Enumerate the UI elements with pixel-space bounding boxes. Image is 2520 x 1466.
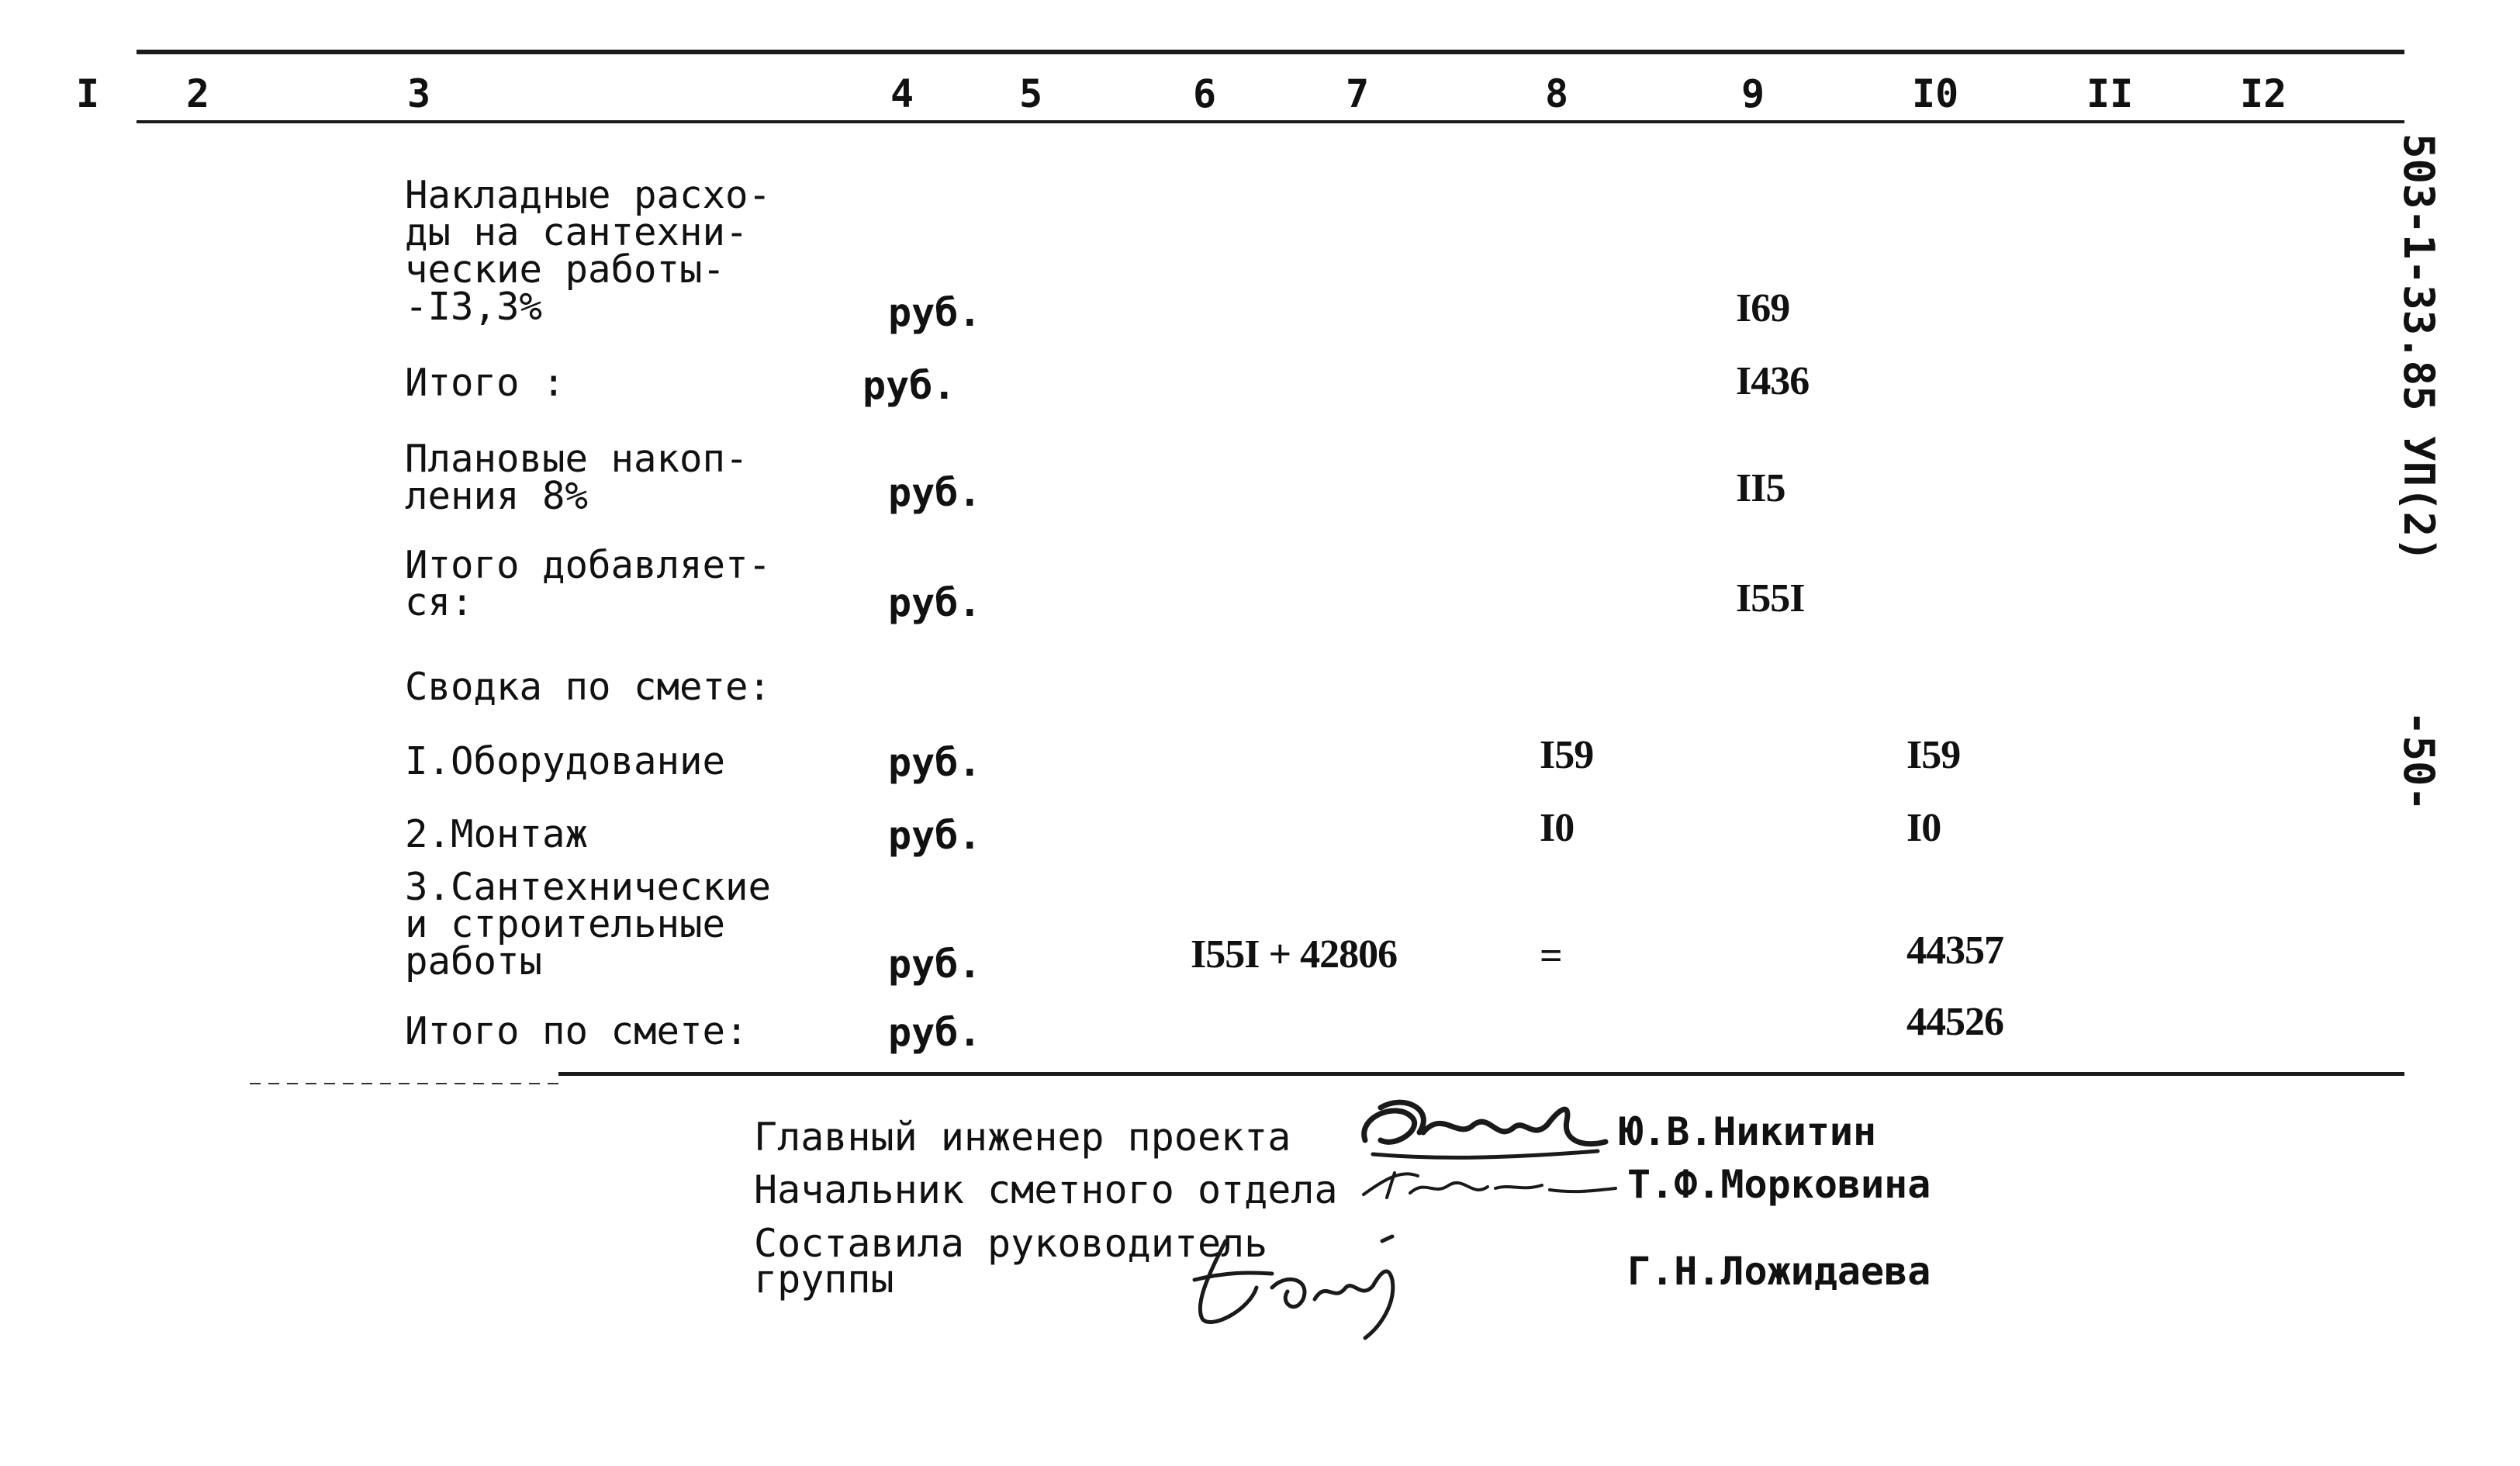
row-unit-added-total: руб. [888, 580, 982, 625]
summary-unit-installation: руб. [888, 813, 982, 858]
summary-unit-plumbing-construction: руб. [888, 942, 982, 987]
summary-plumbing-col10: 44357 [1906, 928, 2003, 973]
signature-name-group-lead: Г.Н.Ложидаева [1627, 1249, 1931, 1294]
column-header-3: 3 [407, 71, 431, 116]
column-header-11: II [2086, 71, 2134, 116]
header-rule [137, 120, 2404, 123]
handwritten-signature-1 [1350, 1086, 1613, 1171]
summary-total-col10: 44526 [1906, 1000, 2003, 1044]
summary-label-equipment: I.Оборудование [405, 739, 726, 783]
row-label-subtotal: Итого : [405, 361, 565, 405]
summary-label-total: Итого по смете: [405, 1009, 748, 1053]
column-header-5: 5 [1019, 71, 1043, 116]
summary-unit-total: руб. [888, 1010, 982, 1055]
row-value-overhead-col9: I69 [1736, 286, 1790, 330]
column-header-4: 4 [890, 71, 914, 116]
column-header-2: 2 [186, 71, 210, 116]
summary-plumbing-formula: I55I + 42806 [1191, 932, 1398, 977]
signature-role-group-lead: Составила руководитель группы [754, 1221, 1268, 1302]
summary-label-installation: 2.Монтаж [405, 812, 589, 856]
signature-name-chief-engineer: Ю.В.Никитин [1620, 1109, 1877, 1154]
column-header-6: 6 [1193, 71, 1217, 116]
row-unit-planned-savings: руб. [888, 470, 982, 515]
summary-label-plumbing-construction: 3.Сантехнические и строительные работы [405, 865, 772, 984]
row-value-subtotal-col9: I436 [1736, 359, 1810, 403]
handwritten-signature-2 [1356, 1162, 1620, 1208]
summary-title: Сводка по смете: [405, 665, 772, 709]
page-number-vertical: -50- [2394, 711, 2443, 812]
summary-unit-equipment: руб. [888, 740, 982, 785]
row-value-planned-savings-col9: II5 [1736, 466, 1785, 510]
signature-role-chief-engineer: Главный инженер проекта [754, 1115, 1291, 1160]
bottom-rule-dashed-lead [250, 1083, 560, 1084]
column-header-12: I2 [2240, 71, 2287, 116]
doc-code-vertical: 503-1-33.85 УП(2) [2394, 133, 2443, 562]
summary-equipment-col10: I59 [1906, 733, 1961, 777]
summary-equipment-col8: I59 [1540, 733, 1594, 777]
column-header-10: I0 [1912, 71, 1959, 116]
handwritten-signature-3 [1179, 1226, 1443, 1342]
row-label-added-total: Итого добавляет- ся: [405, 543, 772, 624]
row-unit-subtotal: руб. [862, 363, 956, 408]
signature-role-estimate-head: Начальник сметного отдела [754, 1167, 1338, 1212]
summary-installation-col8: I0 [1540, 806, 1575, 850]
column-header-9: 9 [1741, 71, 1765, 116]
column-header-7: 7 [1346, 71, 1370, 116]
signature-name-estimate-head: Т.Ф.Морковина [1627, 1162, 1931, 1207]
row-label-overhead: Накладные расхо- ды на сантехни- ческие работы- -I3,3% [405, 173, 772, 329]
summary-plumbing-equals: = [1540, 934, 1562, 978]
row-value-added-total-col9: I55I [1736, 576, 1805, 621]
column-header-1: I [76, 71, 100, 116]
row-label-planned-savings: Плановые накоп- ления 8% [405, 437, 748, 518]
summary-installation-col10: I0 [1906, 806, 1941, 850]
column-header-8: 8 [1545, 71, 1569, 116]
top-rule [137, 50, 2404, 54]
bottom-rule [558, 1072, 2404, 1076]
row-unit-overhead: руб. [888, 290, 982, 335]
